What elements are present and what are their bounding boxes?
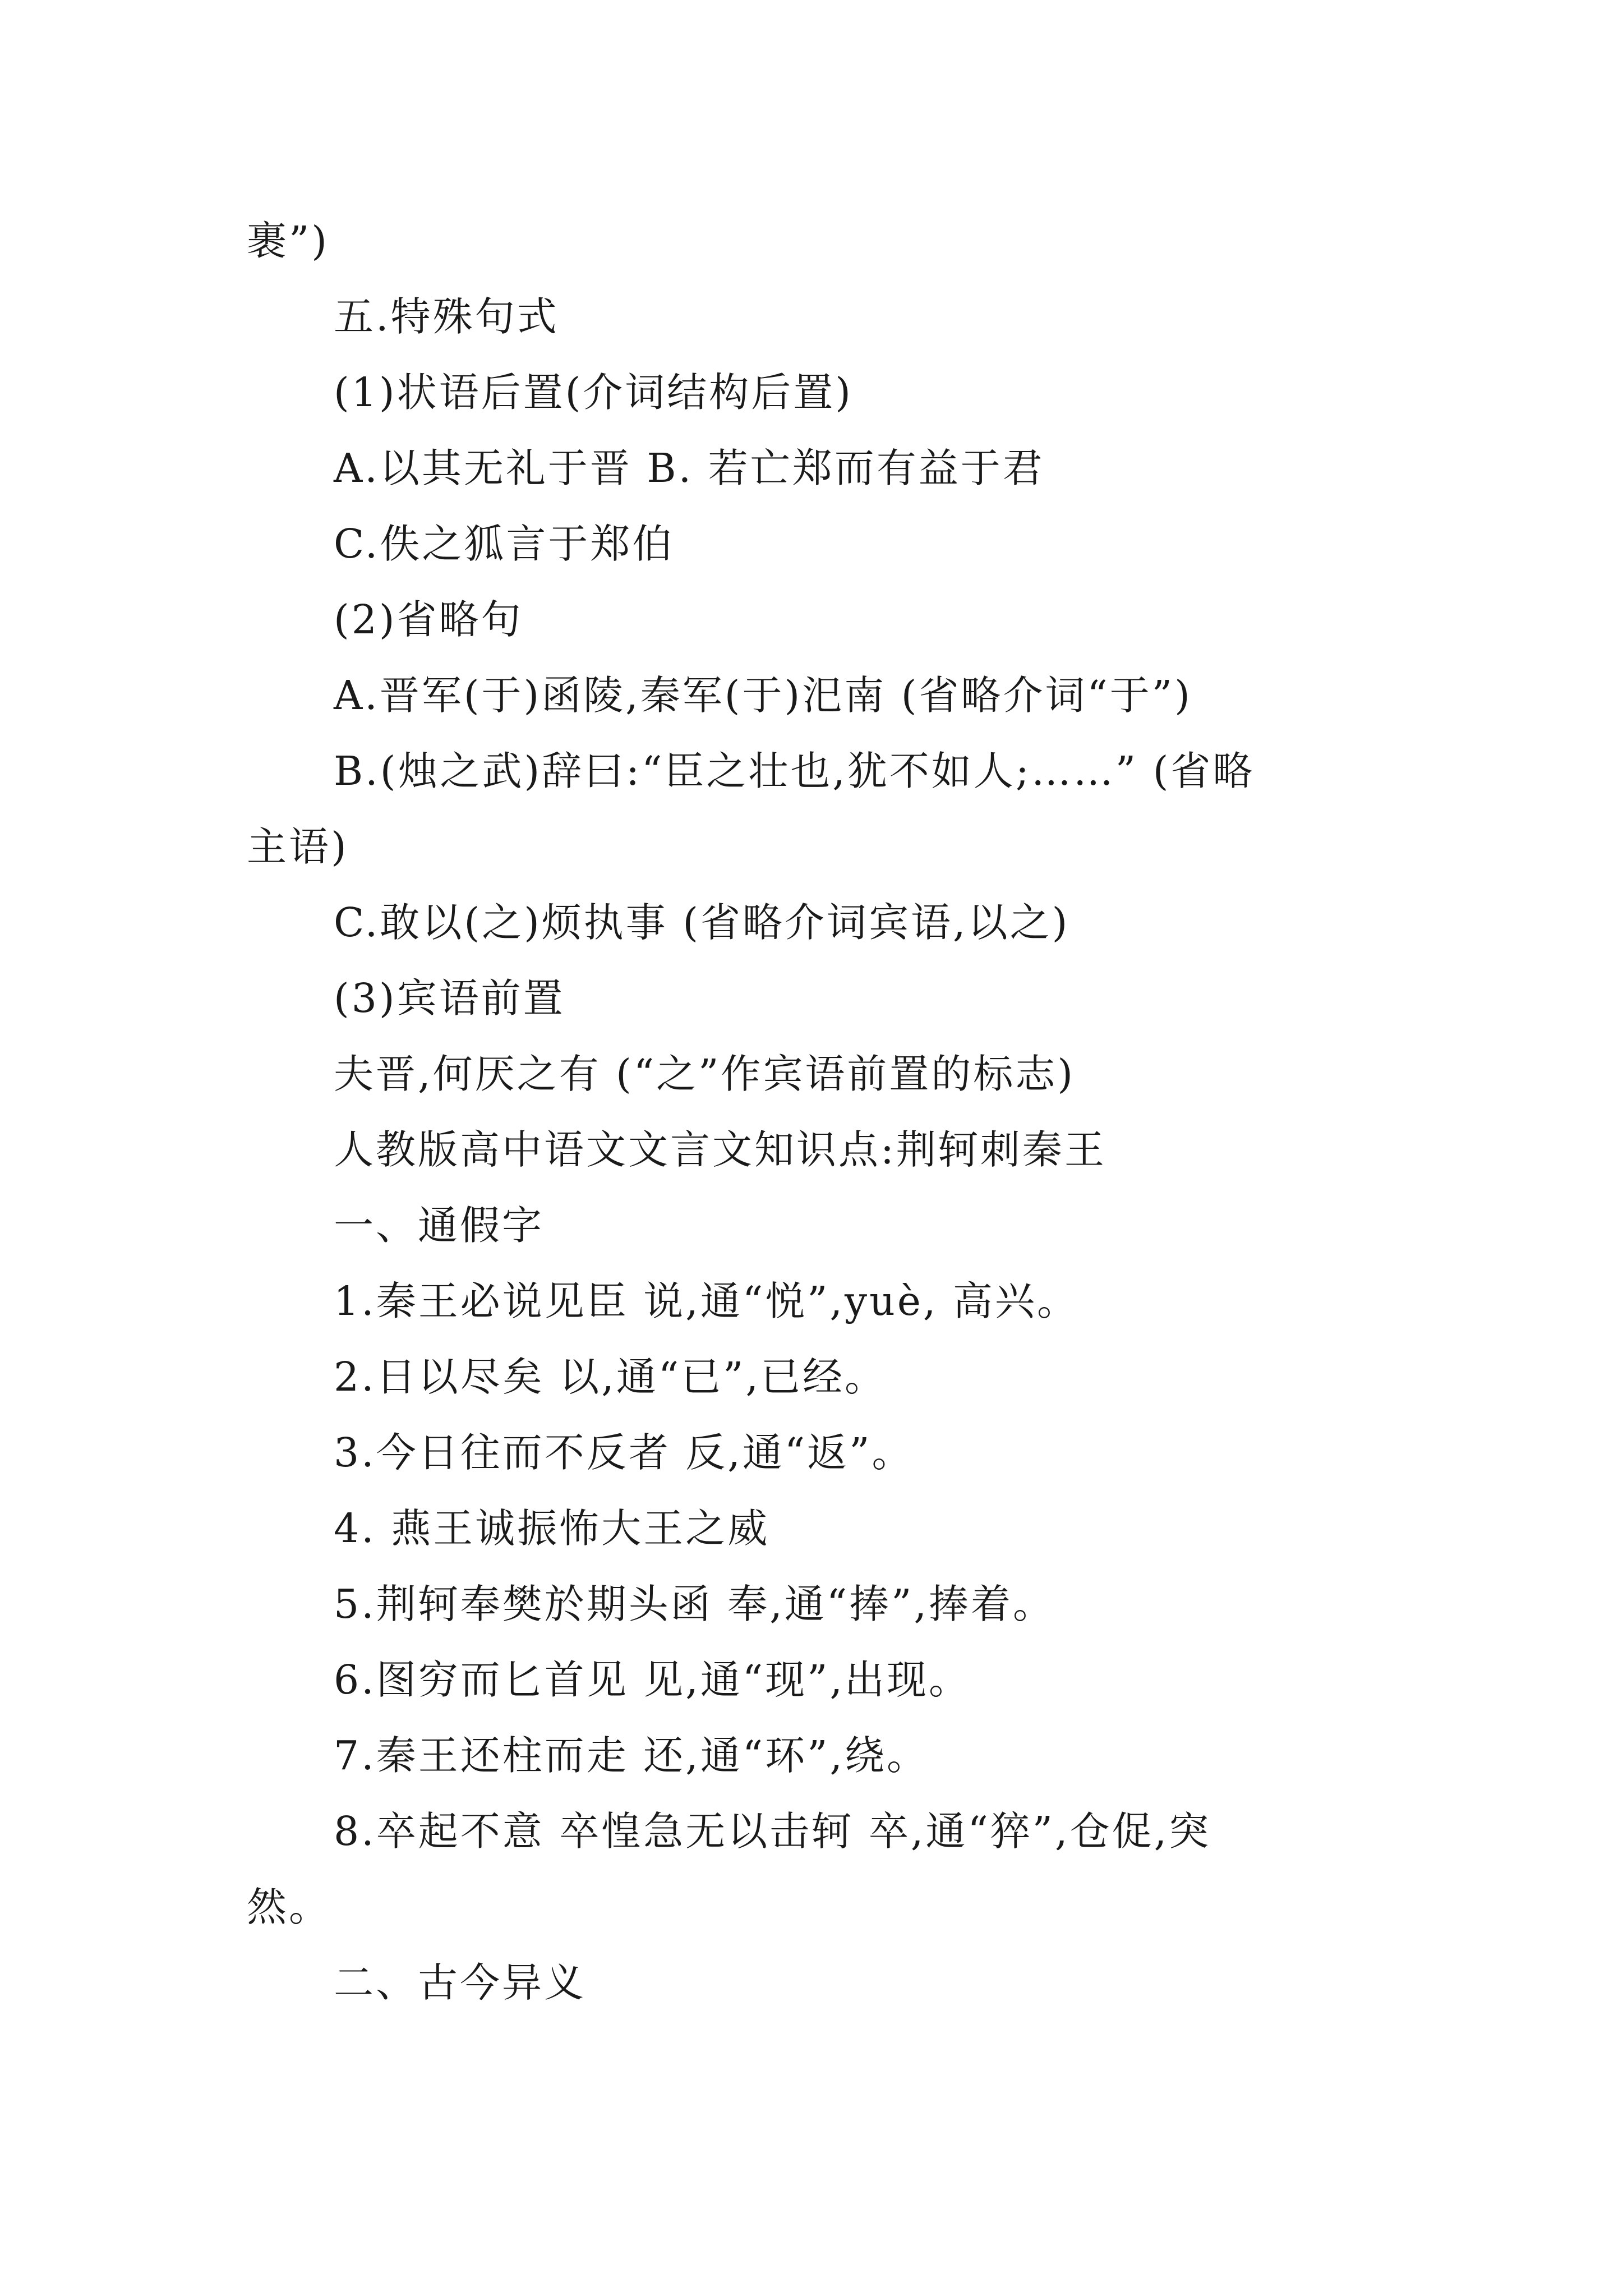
text-line-16: 2.日以尽矣 以,通“已”,已经。 — [334, 1354, 887, 1400]
text-line-17: 3.今日往而不反者 反,通“返”。 — [334, 1429, 914, 1476]
section-heading-gujinyiyi: 二、古今异义 — [334, 1959, 587, 2006]
text-line-12: 夫晋,何厌之有 (“之”作宾语前置的标志) — [334, 1051, 1076, 1097]
text-line-1: 裹”) — [247, 218, 329, 264]
text-line-15: 1.秦王必说见臣 说,通“悦”,yuè, 高兴。 — [334, 1278, 1080, 1324]
text-line-21: 7.秦王还柱而走 还,通“环”,绕。 — [334, 1732, 929, 1779]
section-heading-special-sentences: 五.特殊句式 — [334, 293, 559, 340]
text-line-8: B.(烛之武)辞曰:“臣之壮也,犹不如人;……” (省略 — [334, 748, 1255, 794]
text-line-10: C.敢以(之)烦执事 (省略介词宾语,以之) — [334, 899, 1070, 946]
text-line-19: 5.荆轲奉樊於期头函 奉,通“捧”,捧着。 — [334, 1581, 1055, 1627]
section-heading-tongjiazi: 一、通假字 — [334, 1202, 545, 1249]
text-line-9: 主语) — [247, 823, 349, 870]
text-line-7: A.晋军(于)函陵,秦军(于)汜南 (省略介词“于”) — [334, 672, 1192, 719]
text-line-22: 8.卒起不意 卒惶急无以击轲 卒,通“猝”,仓促,突 — [334, 1808, 1211, 1855]
text-line-11: (3)宾语前置 — [334, 975, 565, 1022]
text-line-3: (1)状语后置(介词结构后置) — [334, 369, 853, 416]
text-line-18: 4. 燕王诚振怖大王之威 — [334, 1505, 770, 1552]
text-line-23: 然。 — [247, 1884, 331, 1930]
text-line-6: (2)省略句 — [334, 596, 523, 643]
section-heading-jingke: 人教版高中语文文言文知识点:荆轲刺秦王 — [334, 1126, 1106, 1173]
text-line-4: A.以其无礼于晋 B. 若亡郑而有益于君 — [334, 445, 1045, 491]
text-line-5: C.佚之狐言于郑伯 — [334, 521, 675, 567]
text-line-20: 6.图穷而匕首见 见,通“现”,出现。 — [334, 1657, 971, 1703]
